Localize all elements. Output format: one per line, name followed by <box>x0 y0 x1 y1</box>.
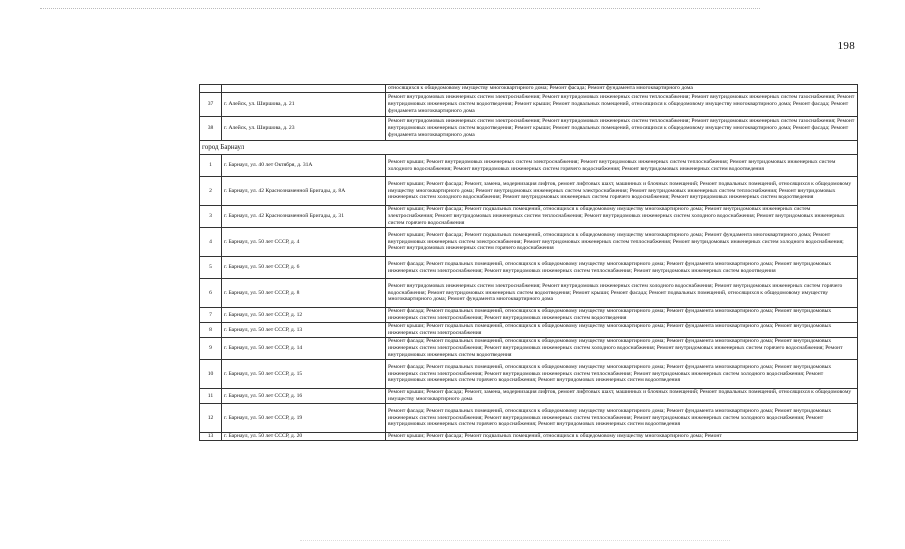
table-row <box>200 93 858 117</box>
row-number: 10 <box>200 360 222 389</box>
row-address: г. Барнаул, ул. 50 лет СССР, д. 20 <box>222 433 386 441</box>
row-number: 38 <box>200 117 222 141</box>
section-title: город Барнаул <box>200 141 858 155</box>
table-row <box>200 228 858 257</box>
row-works: Ремонт внутридомовых инженерных систем электроснабжения; Ремонт внутридомовых инженерных систем холодного водоснабжения; Ремонт внутридомовых инженерных систем горячего водоснабжения; Ремонт внутридомовых инженерных систем водоотведения; Ремонт крыши; Ремонт фасада; Ремонт подвальных помещений, относящихся к общедомовому имуществу многоквартирного дома; Ремонт фундамента многоквартирного дома <box>386 279 858 308</box>
row-address: г. Барнаул, ул. 50 лет СССР, д. 12 <box>222 308 386 323</box>
continuation-num-cell <box>200 85 222 93</box>
row-works: Ремонт крыши; Ремонт подвальных помещений, относящихся к общедомовому имуществу многоквартирного дома; Ремонт фундамента многоквартирного дома; Ремонт внутридомовых инженерных систем электроснабжения <box>386 323 858 338</box>
table-row <box>200 155 858 177</box>
row-address: г. Барнаул, ул. 40 лет Октября, д. 31А <box>222 155 386 177</box>
row-number: 6 <box>200 279 222 308</box>
row-number: 8 <box>200 323 222 338</box>
row-address: г. Алейск, ул. Ширшова, д. 21 <box>222 93 386 117</box>
row-works: Ремонт крыши; Ремонт фасада; Ремонт, замена, модернизация лифтов, ремонт лифтовых шахт, машинных и блочных помещений; Ремонт подвальных помещений, относящихся к общедомовому имуществу многоквартирного дома <box>386 389 858 404</box>
row-address: г. Алейск, ул. Ширшова, д. 23 <box>222 117 386 141</box>
continuation-works-cell: относящихся к общедомовому имуществу многоквартирного дома; Ремонт фасада; Ремонт фундамента многоквартирного дома <box>386 85 858 93</box>
row-number: 37 <box>200 93 222 117</box>
row-number: 3 <box>200 206 222 228</box>
row-works: Ремонт крыши; Ремонт фасада; Ремонт подвальных помещений, относящихся к общедомовому имуществу многоквартирного дома; Ремонт <box>386 433 858 441</box>
row-works: Ремонт внутридомовых инженерных систем электроснабжения; Ремонт внутридомовых инженерных систем теплоснабжения; Ремонт внутридомовых инженерных систем газоснабжения; Ремонт внутридомовых инженерных систем водоотведения; Ремонт крыши; Ремонт подвальных помещений, относящихся к общедомовому имуществу многоквартирного дома; Ремонт фасада; Ремонт фундамента многоквартирного дома <box>386 93 858 117</box>
row-address: г. Барнаул, ул. 50 лет СССР, д. 14 <box>222 338 386 360</box>
row-works: Ремонт фасада; Ремонт подвальных помещений, относящихся к общедомовому имуществу многоквартирного дома; Ремонт фундамента многоквартирного дома; Ремонт внутридомовых инженерных систем электроснабжения; Ремонт внутридомовых инженерных систем холодного водоснабжения; Ремонт внутридомовых инженерных систем горячего водоснабжения; Ремонт внутридомовых инженерных систем водоотведения <box>386 338 858 360</box>
row-works: Ремонт внутридомовых инженерных систем электроснабжения; Ремонт внутридомовых инженерных систем теплоснабжения; Ремонт внутридомовых инженерных систем газоснабжения; Ремонт внутридомовых инженерных систем водоотведения; Ремонт крыши; Ремонт подвальных помещений, относящихся к общедомовому имуществу многоквартирного дома; Ремонт фасада; Ремонт фундамента многоквартирного дома <box>386 117 858 141</box>
table-row <box>200 308 858 323</box>
page-number: 198 <box>837 40 855 52</box>
continuation-address-cell <box>222 85 386 93</box>
row-number: 5 <box>200 257 222 279</box>
table-row <box>200 257 858 279</box>
row-works: Ремонт фасада; Ремонт подвальных помещений, относящихся к общедомовому имуществу многоквартирного дома; Ремонт фундамента многоквартирного дома; Ремонт внутридомовых инженерных систем электроснабжения; Ремонт внутридомовых инженерных систем теплоснабжения; Ремонт внутридомовых инженерных систем холодного водоснабжения; Ремонт внутридомовых инженерных систем горячего водоснабжения; Ремонт внутридомовых инженерных систем водоотведения <box>386 404 858 433</box>
row-number: 7 <box>200 308 222 323</box>
table-row <box>200 206 858 228</box>
row-number: 4 <box>200 228 222 257</box>
row-number: 1 <box>200 155 222 177</box>
table-row <box>200 389 858 404</box>
row-works: Ремонт фасада; Ремонт подвальных помещений, относящихся к общедомовому имуществу многоквартирного дома; Ремонт фундамента многоквартирного дома; Ремонт внутридомовых инженерных систем электроснабжения; Ремонт внутридомовых инженерных систем водоотведения <box>386 308 858 323</box>
row-number: 13 <box>200 433 222 441</box>
table-row <box>200 117 858 141</box>
row-address: г. Барнаул, ул. 50 лет СССР, д. 4 <box>222 228 386 257</box>
section-row <box>200 141 858 155</box>
table-row <box>200 279 858 308</box>
row-number: 9 <box>200 338 222 360</box>
table-row <box>200 177 858 206</box>
table-row <box>200 323 858 338</box>
row-address: г. Барнаул, ул. 42 Краснознаменной Бригады, д. 31 <box>222 206 386 228</box>
table-row <box>200 404 858 433</box>
row-address: г. Барнаул, ул. 50 лет СССР, д. 13 <box>222 323 386 338</box>
row-works: Ремонт крыши; Ремонт внутридомовых инженерных систем электроснабжения; Ремонт внутридомовых инженерных систем теплоснабжения; Ремонт внутридомовых инженерных систем холодного водоснабжения; Ремонт внутридомовых инженерных систем горячего водоснабжения; Ремонт внутридомовых инженерных систем водоотведения <box>386 155 858 177</box>
table-row <box>200 338 858 360</box>
table-body <box>200 85 858 441</box>
repair-program-table <box>199 84 858 441</box>
continuation-row <box>200 85 858 93</box>
top-scan-rule <box>40 8 760 9</box>
row-works: Ремонт крыши; Ремонт фасада; Ремонт подвальных помещений, относящихся к общедомовому имуществу многоквартирного дома; Ремонт фундамента многоквартирного дома; Ремонт внутридомовых инженерных систем электроснабжения; Ремонт внутридомовых инженерных систем теплоснабжения; Ремонт внутридомовых инженерных систем холодного водоснабжения; Ремонт внутридомовых инженерных систем горячего водоснабжения <box>386 228 858 257</box>
bottom-scan-rule <box>300 540 730 541</box>
row-address: г. Барнаул, ул. 50 лет СССР, д. 8 <box>222 279 386 308</box>
row-address: г. Барнаул, ул. 50 лет СССР, д. 19 <box>222 404 386 433</box>
row-works: Ремонт фасада; Ремонт подвальных помещений, относящихся к общедомовому имуществу многоквартирного дома; Ремонт фундамента многоквартирного дома; Ремонт внутридомовых инженерных систем электроснабжения; Ремонт внутридомовых инженерных систем теплоснабжения; Ремонт внутридомовых инженерных систем водоотведения <box>386 257 858 279</box>
row-works: Ремонт фасада; Ремонт подвальных помещений, относящихся к общедомовому имуществу многоквартирного дома; Ремонт фундамента многоквартирного дома; Ремонт внутридомовых инженерных систем электроснабжения; Ремонт внутридомовых инженерных систем теплоснабжения; Ремонт внутридомовых инженерных систем холодного водоснабжения; Ремонт внутридомовых инженерных систем горячего водоснабжения; Ремонт внутридомовых инженерных систем водоотведения <box>386 360 858 389</box>
row-address: г. Барнаул, ул. 42 Краснознаменной Бригады, д. 8А <box>222 177 386 206</box>
table-row <box>200 360 858 389</box>
row-works: Ремонт крыши; Ремонт фасада; Ремонт, замена, модернизация лифтов, ремонт лифтовых шахт, машинных и блочных помещений; Ремонт подвальных помещений, относящихся к общедомовому имуществу многоквартирного дома; Ремонт внутридомовых инженерных систем электроснабжения; Ремонт внутридомовых инженерных систем теплоснабжения; Ремонт внутридомовых инженерных систем холодного водоснабжения; Ремонт внутридомовых инженерных систем горячего водоснабжения; Ремонт внутридомовых инженерных систем водоотведения <box>386 177 858 206</box>
row-number: 11 <box>200 389 222 404</box>
row-address: г. Барнаул, ул. 50 лет СССР, д. 15 <box>222 360 386 389</box>
row-works: Ремонт крыши; Ремонт фасада; Ремонт подвальных помещений, относящихся к общедомовому имуществу многоквартирного дома; Ремонт внутридомовых инженерных систем электроснабжения; Ремонт внутридомовых инженерных систем теплоснабжения; Ремонт внутридомовых инженерных систем холодного водоснабжения; Ремонт внутридомовых инженерных систем горячего водоснабжения <box>386 206 858 228</box>
row-number: 12 <box>200 404 222 433</box>
row-address: г. Барнаул, ул. 50 лет СССР, д. 6 <box>222 257 386 279</box>
row-address: г. Барнаул, ул. 50 лет СССР, д. 16 <box>222 389 386 404</box>
table-row <box>200 433 858 441</box>
row-number: 2 <box>200 177 222 206</box>
